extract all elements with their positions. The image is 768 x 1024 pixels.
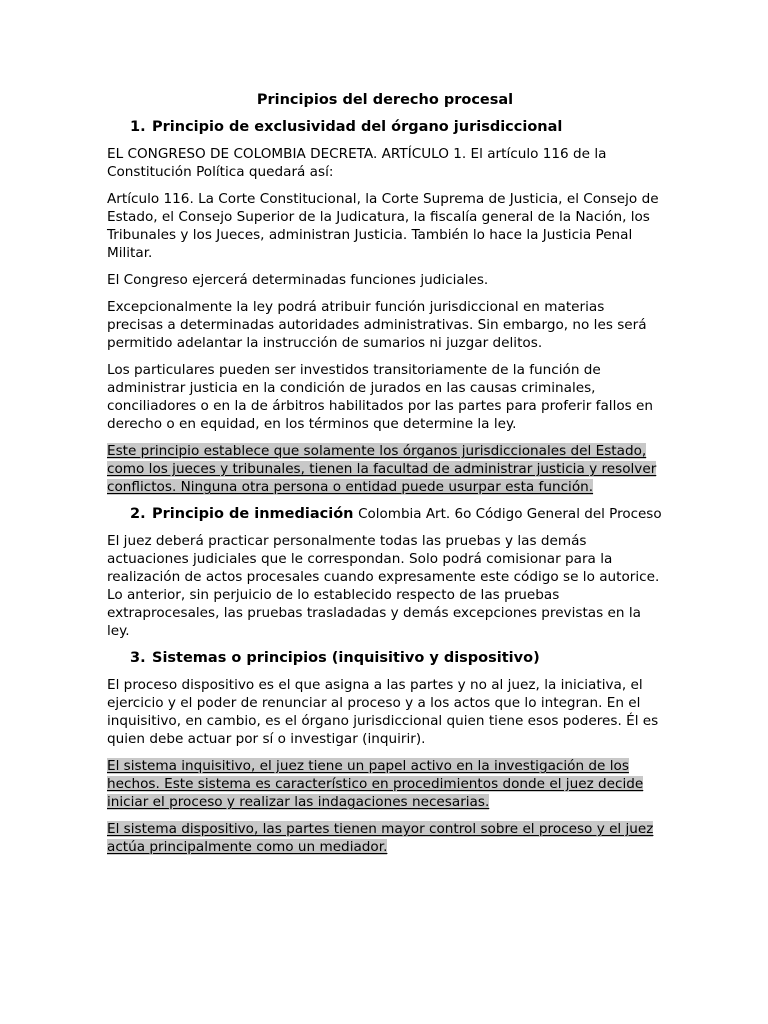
section-2-title: Principio de inmediación	[152, 506, 354, 522]
section-1-highlight-text: Este principio establece que solamente los órganos jurisdiccionales del Estado, como los jueces y tribunales, tienen la facultad de administrar justicia y resolver conflictos. Ninguna otra persona o entidad puede usurpar esta función.	[107, 443, 657, 495]
section-1-highlight-paragraph	[107, 442, 663, 496]
section-1-paragraph-4: Excepcionalmente la ley podrá atribuir función jurisdiccional en materias precisas a determinadas autoridades administrativas. Sin embargo, no les será permitido adelantar la instrucción de sumarios ni juzgar delitos.	[107, 299, 647, 351]
section-2-paragraph-1: El juez deberá practicar personalmente todas las pruebas y las demás actuaciones judiciales que le correspondan. Solo podrá comisionar para la realización de actos procesales cuando expresamente este código se lo autorice.	[107, 533, 660, 585]
document-title: Principios del derecho procesal	[256, 92, 514, 108]
section-1-paragraph-5: Los particulares pueden ser investidos transitoriamente de la función de administrar justicia en la condición de jurados en las causas criminales, conciliadores o en la de árbitros habilitados por las partes para proferir fallos en derecho o en equidad, en los términos que determine la ley.	[107, 362, 654, 432]
section-3-highlight-paragraph-2	[107, 820, 663, 856]
section-2-heading	[107, 505, 663, 524]
document-page	[107, 90, 663, 865]
section-1-title: Principio de exclusividad del órgano jurisdiccional	[152, 119, 563, 135]
section-1-paragraph-3: El Congreso ejercerá determinadas funciones judiciales.	[107, 272, 489, 288]
section-2-paragraph-2: Lo anterior, sin perjuicio de lo establecido respecto de las pruebas extraprocesales, las pruebas trasladadas y demás excepciones previstas en la ley.	[107, 587, 641, 639]
section-3-highlight-paragraph-1	[107, 757, 663, 811]
section-3-paragraph-1: El proceso dispositivo es el que asigna a las partes y no al juez, la iniciativa, el ejercicio y el poder de renunciar al proceso y a los actos que lo integran. En el inquisitivo, en cambio, es el órgano jurisdiccional quien tiene esos poderes. Él es quien debe actuar por sí o investigar (inquirir).	[107, 677, 659, 747]
section-2-title-wrap	[152, 505, 663, 524]
section-2-number: 2.	[130, 506, 146, 522]
section-2-subtitle: Colombia Art. 6o Código General del Proceso	[358, 506, 662, 522]
section-3-highlight-text-1: El sistema inquisitivo, el juez tiene un papel activo en la investigación de los hechos. Este sistema es característico en procedimientos donde el juez decide iniciar el proceso y realizar las indagaciones necesarias.	[107, 758, 644, 810]
section-1-paragraph-2: Artículo 116. La Corte Constitucional, la Corte Suprema de Justicia, el Consejo de Estado, el Consejo Superior de la Judicatura, la fiscalía general de la Nación, los Tribunales y los Jueces, administran Justicia. También lo hace la Justicia Penal Militar.	[107, 191, 659, 261]
section-1-number: 1.	[130, 119, 146, 135]
section-3-highlight-text-2: El sistema dispositivo, las partes tienen mayor control sobre el proceso y el juez actúa principalmente como un mediador.	[107, 821, 654, 855]
section-3-title: Sistemas o principios (inquisitivo y dispositivo)	[152, 650, 540, 666]
section-3-number: 3.	[130, 650, 146, 666]
section-1-heading	[107, 118, 663, 137]
section-1-paragraph-1: EL CONGRESO DE COLOMBIA DECRETA. ARTÍCULO 1. El artículo 116 de la Constitución Política quedará así:	[107, 146, 607, 180]
section-3-heading	[107, 649, 663, 668]
